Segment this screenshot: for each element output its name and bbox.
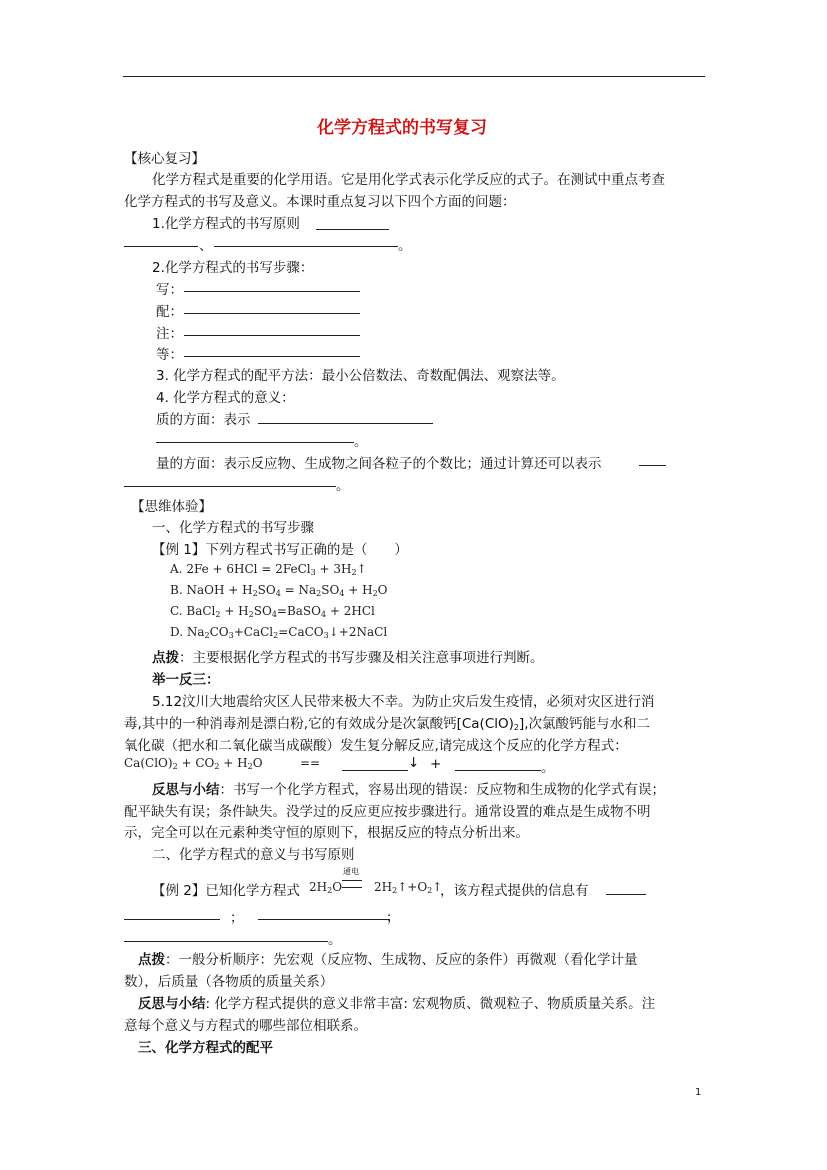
practice-line2: 毒,其中的一种消毒剂是漂白粉,它的有效成分是次氯酸钙$[Ca(ClO)_2]$,次氯酸钙能与水和二 [124,716,651,732]
item1-label: 1.化学方程式的书写原则 [152,216,300,232]
option-d-label: D. [170,625,184,639]
reflect1-label: 反思与小结 [152,782,220,798]
item1-blank-3[interactable] [214,246,398,247]
core-heading: 【核心复习】 [124,151,205,167]
core-intro-line1: 化学方程式是重要的化学用语。它是用化学式表示化学反应的式子。在测试中重点考查 [152,172,665,188]
step-equal: 等： [156,347,183,363]
practice-label: 举一反三： [152,672,220,688]
double-equals-sign [342,880,362,888]
example2-equation-right: $2H_2↑+O_2↑$ [374,880,443,895]
example2-blank-2[interactable] [124,919,220,920]
down-arrow-icon: ↓ [408,755,420,771]
practice-plus: + [430,756,442,772]
quality-blank-1[interactable] [258,423,433,424]
item4-label: 4. 化学方程式的意义： [156,390,295,406]
quality-label: 质的方面：表示 [156,412,251,428]
example2-tail: ，该方程式提供的信息有 [440,883,589,899]
option-d[interactable]: D. $Na_2CO_3+CaCl_2=CaCO_3↓+2NaCl$ [170,625,388,640]
option-b-label: B. [170,583,183,597]
page-title: 化学方程式的书写复习 [317,118,487,138]
example2-blank-3[interactable] [258,919,390,920]
hint2-line1: 点拨：一般分析顺序：先宏观（反应物、生成物、反应的条件）再微观（看化学计量 [138,952,638,968]
thinking-heading: 【思维体验】 [131,499,212,515]
item1-blank-1[interactable] [316,229,389,230]
step-note: 注： [156,326,183,342]
option-a[interactable]: A. 2Fe + 6HCl = 2FeCl$_3$ + $3H_2↑$ [170,562,367,577]
reflect2-label: 反思与小结 [138,996,206,1012]
practice-equals: == [300,756,321,770]
section2-heading: 二、化学方程式的意义与书写原则 [152,847,355,863]
item2-label: 2.化学方程式的书写步骤： [152,260,314,276]
page-number: 1 [695,1087,702,1098]
reflect1-line1: 反思与小结：书写一个化学方程式，容易出现的错误：反应物和生成物的化学式有误； [152,782,665,798]
item1-period: 。 [398,238,412,254]
core-intro-line2: 化学方程式的书写及意义。本课时重点复习以下四个方面的问题： [124,194,516,210]
quantity-blank-2[interactable] [124,486,336,487]
quality-blank-2[interactable] [156,442,354,443]
hint1: 点拨：主要根据化学方程式的书写步骤及相关注意事项进行判断。 [152,650,544,666]
step-equal-blank[interactable] [184,356,360,357]
practice-line3: 氧化碳（把水和二氧化碳当成碳酸）发生复分解反应,请完成这个反应的化学方程式： [124,738,628,754]
up-arrow-icon: ↑ [356,562,367,576]
option-b[interactable]: B. NaOH + $H_2SO_4 = Na_2SO_4 + H_2O$ [170,583,388,598]
step-write-blank[interactable] [184,291,360,292]
option-a-label: A. [170,562,183,576]
step-note-blank[interactable] [184,335,360,336]
practice-blank-1[interactable] [342,770,408,771]
example2-blank-1[interactable] [606,894,646,895]
item3-text: 3. 化学方程式的配平方法：最小公倍数法、奇数配偶法、观察法等。 [156,368,565,384]
example2-semicolon-1: ； [230,910,244,926]
quantity-blank-1[interactable] [639,465,666,466]
quantity-period: 。 [336,478,350,494]
practice-equation: $Ca(ClO)_2 + CO_2 + H_2O$ [124,756,263,771]
quantity-text: 量的方面：表示反应物、生成物之间各粒子的个数比；通过计算还可以表示 [156,456,602,472]
option-c-label: C. [170,604,183,618]
example2-blank-4[interactable] [124,941,328,942]
example2-period: 。 [328,932,342,948]
example2-question: 【例 2】已知化学方程式 [152,883,300,899]
quality-period: 。 [354,434,368,450]
header-rule [123,76,705,77]
example2-semicolon-2: ； [386,910,400,926]
section1-heading: 一、化学方程式的书写步骤 [152,520,314,536]
practice-period: 。 [541,760,555,776]
section3-heading: 三、化学方程式的配平 [138,1040,273,1056]
example1-question: 【例 1】下列方程式书写正确的是（ ） [152,542,408,558]
option-c[interactable]: C. BaCl$_2$ + $H_2SO_4=BaSO_4 + 2HCl$ [170,604,375,619]
hint2-label: 点拨 [138,952,165,968]
reflect1-line2: 配平缺失有误；条件缺失。没学过的反应更应按步骤进行。通常设置的难点是生成物不明 [124,804,651,820]
reflect2-line2: 意每个意义与方程式的哪些部位相联系。 [124,1018,367,1034]
step-write: 写： [156,282,183,298]
practice-line1: 5.12汶川大地震给灾区人民带来极大不幸。为防止灾后发生疫情，必须对灾区进行消 [152,694,655,710]
reaction-condition: 通电 [343,867,359,876]
hint2-line2: 数），后质量（各物质的质量关系） [124,974,334,990]
item1-blank-2[interactable] [124,246,198,247]
reflect1-line3: 示，完全可以在元素种类守恒的原则下，根据反应的特点分析出来。 [124,825,529,841]
hint1-label: 点拨 [152,650,179,666]
example2-equation-left: $2H_2O$ [309,880,343,895]
step-balance: 配： [156,304,183,320]
practice-blank-2[interactable] [455,770,541,771]
step-balance-blank[interactable] [184,313,360,314]
reflect2-line1: 反思与小结: 化学方程式提供的意义非常丰富: 宏观物质、微观粒子、物质质量关系。注 [138,996,656,1012]
item1-comma: 、 [199,238,213,254]
